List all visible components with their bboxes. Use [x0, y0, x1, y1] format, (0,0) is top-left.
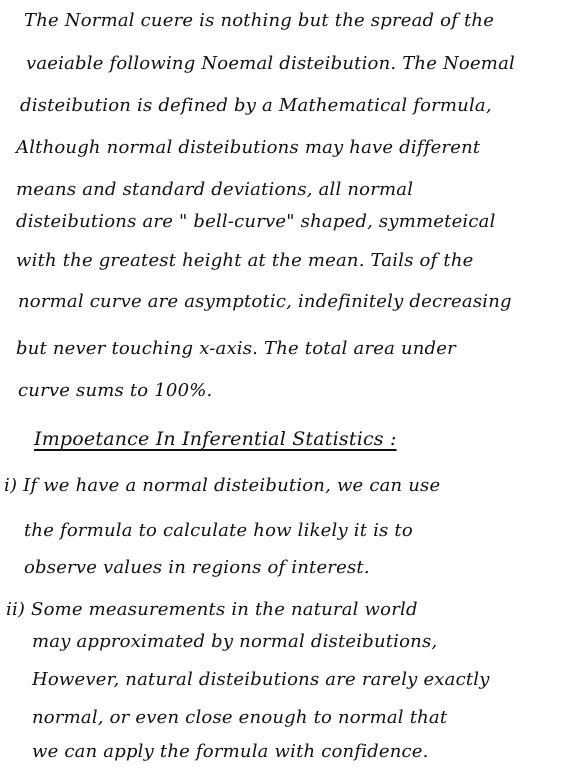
point-line: the formula to calculate how likely it is to — [24, 520, 413, 541]
point-line: we can apply the formula with confidence. — [32, 741, 429, 762]
paragraph-line: vaeiable following Noemal disteibution. The Noemal — [26, 53, 515, 74]
paragraph-line: The Normal cuere is nothing but the spread of the — [24, 10, 495, 31]
point-line: ii) Some measurements in the natural world — [6, 599, 418, 620]
point-line: However, natural disteibutions are rarely exactly — [32, 669, 490, 690]
paragraph-line: but never touching x-axis. The total area under — [16, 338, 456, 359]
point-line: observe values in regions of interest. — [24, 557, 370, 578]
paragraph-line: normal curve are asymptotic, indefinitely decreasing — [18, 291, 512, 312]
paragraph-line: means and standard deviations, all normal — [16, 179, 414, 200]
paragraph-line: Although normal disteibutions may have different — [16, 137, 481, 158]
paragraph-line: disteibution is defined by a Mathematical formula, — [20, 95, 492, 116]
point-line: i) If we have a normal disteibution, we can use — [4, 475, 441, 496]
paragraph-line: disteibutions are " bell-curve" shaped, symmeteical — [16, 211, 496, 232]
section-heading: Impoetance In Inferential Statistics : — [34, 428, 397, 450]
point-line: normal, or even close enough to normal that — [32, 707, 448, 728]
paragraph-line: curve sums to 100%. — [18, 380, 213, 401]
paragraph-line: with the greatest height at the mean. Tails of the — [16, 250, 474, 271]
point-line: may approximated by normal disteibutions, — [32, 631, 438, 652]
